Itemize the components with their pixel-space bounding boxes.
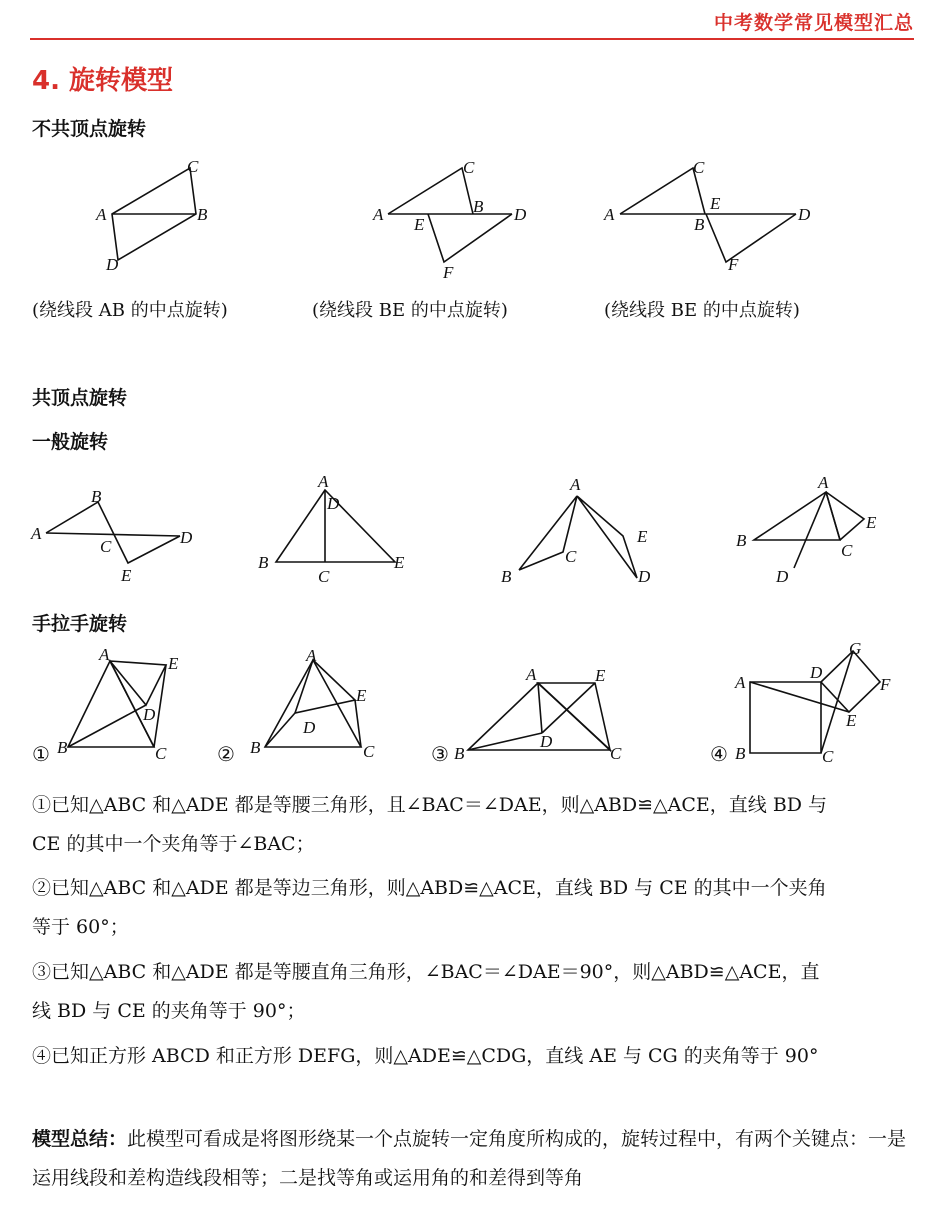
svg-text:A: A bbox=[526, 665, 537, 684]
header-title: 中考数学常见模型汇总 bbox=[713, 12, 914, 34]
statement-1 bbox=[32, 786, 912, 864]
svg-text:F: F bbox=[728, 255, 739, 274]
svg-text:D: D bbox=[798, 205, 811, 224]
statement-3-line-1: ③已知△ABC 和△ADE 都是等腰直角三角形，∠BAC＝∠DAE＝90°，则△ABD≌△ACE，直 bbox=[32, 961, 820, 983]
statement-1-line-2: CE 的其中一个夹角等于∠BAC； bbox=[32, 833, 315, 855]
svg-text:C: C bbox=[363, 742, 375, 761]
statement-1-line-1: ①已知△ABC 和△ADE 都是等腰三角形，且∠BAC＝∠DAE，则△ABD≌△ACE，直线 BD 与 bbox=[32, 794, 828, 816]
header-divider bbox=[30, 38, 914, 40]
svg-text:E: E bbox=[394, 553, 405, 572]
svg-text:D: D bbox=[514, 205, 527, 224]
svg-text:B: B bbox=[57, 738, 68, 757]
hand-label-1: ① bbox=[32, 742, 50, 766]
svg-text:A: A bbox=[99, 645, 110, 664]
svg-text:C: C bbox=[155, 744, 167, 763]
summary-label: 模型总结： bbox=[32, 1128, 128, 1150]
figure-rotate-ab-midpoint bbox=[90, 150, 230, 280]
subsection-general-rotation: 一般旋转 bbox=[32, 431, 109, 453]
svg-text:D: D bbox=[106, 255, 119, 274]
figure-general-rotation-1 bbox=[30, 480, 210, 590]
statement-4 bbox=[32, 1037, 912, 1076]
subsection-non-common-vertex: 不共顶点旋转 bbox=[32, 118, 147, 140]
svg-text:A: A bbox=[306, 646, 317, 665]
svg-text:B: B bbox=[454, 744, 465, 763]
figure-rotate-be-midpoint-2 bbox=[600, 150, 820, 280]
svg-text:C: C bbox=[822, 747, 834, 766]
svg-text:D: D bbox=[810, 663, 823, 682]
subsection-hand-in-hand: 手拉手旋转 bbox=[32, 613, 128, 635]
hand-label-2: ② bbox=[217, 742, 235, 766]
figure-rotate-be-midpoint-1 bbox=[370, 150, 540, 280]
svg-text:C: C bbox=[565, 547, 577, 566]
svg-text:C: C bbox=[693, 158, 705, 177]
svg-text:D: D bbox=[303, 718, 316, 737]
statement-2-line-1: ②已知△ABC 和△ADE 都是等边三角形，则△ABD≌△ACE，直线 BD 与 CE 的其中一个夹角 bbox=[32, 877, 827, 899]
statement-2-line-2: 等于 60°； bbox=[32, 916, 129, 938]
svg-text:D: D bbox=[638, 567, 651, 586]
svg-text:C: C bbox=[841, 541, 853, 560]
svg-text:C: C bbox=[187, 157, 199, 176]
svg-text:A: A bbox=[318, 472, 329, 491]
svg-text:C: C bbox=[610, 744, 622, 763]
svg-text:F: F bbox=[443, 263, 454, 282]
model-summary bbox=[32, 1120, 916, 1198]
svg-text:C: C bbox=[318, 567, 330, 586]
svg-text:E: E bbox=[356, 686, 367, 705]
figure-hand-in-hand-squares bbox=[730, 640, 910, 770]
svg-text:B: B bbox=[501, 567, 512, 586]
svg-text:B: B bbox=[473, 197, 484, 216]
statement-3 bbox=[32, 953, 912, 1031]
caption-fig3: (绕线段 BE 的中点旋转) bbox=[604, 300, 800, 321]
summary-text: 此模型可看成是将图形绕某一个点旋转一定角度所构成的，旋转过程中，有两个关键点：一是运用线段和差构造线段相等；二是找等角或运用角的和差得到等角 bbox=[32, 1128, 907, 1189]
svg-text:C: C bbox=[463, 158, 475, 177]
svg-text:A: A bbox=[373, 205, 384, 224]
svg-text:D: D bbox=[540, 732, 553, 751]
svg-text:D: D bbox=[776, 567, 789, 586]
caption-fig2: (绕线段 BE 的中点旋转) bbox=[312, 300, 508, 321]
svg-text:B: B bbox=[197, 205, 208, 224]
svg-text:E: E bbox=[637, 527, 648, 546]
svg-text:E: E bbox=[595, 666, 606, 685]
svg-text:B: B bbox=[250, 738, 261, 757]
svg-text:A: A bbox=[818, 473, 829, 492]
figure-general-rotation-2 bbox=[255, 472, 425, 592]
svg-text:E: E bbox=[168, 654, 179, 673]
svg-text:B: B bbox=[258, 553, 269, 572]
subsection-common-vertex: 共顶点旋转 bbox=[32, 387, 128, 409]
svg-text:B: B bbox=[91, 487, 102, 506]
svg-text:A: A bbox=[31, 524, 42, 543]
svg-text:D: D bbox=[327, 494, 340, 513]
svg-text:D: D bbox=[180, 528, 193, 547]
svg-text:A: A bbox=[96, 205, 107, 224]
svg-text:E: E bbox=[121, 566, 132, 585]
figure-hand-in-hand-isosceles bbox=[55, 645, 205, 770]
statement-2 bbox=[32, 869, 912, 947]
section-title: 4. 旋转模型 bbox=[32, 66, 174, 96]
svg-text:E: E bbox=[414, 215, 425, 234]
svg-text:A: A bbox=[570, 475, 581, 494]
svg-text:B: B bbox=[694, 215, 705, 234]
statement-4-line-1: ④已知正方形 ABCD 和正方形 DEFG，则△ADE≌△CDG，直线 AE 与 CG 的夹角等于 90° bbox=[32, 1045, 819, 1067]
statement-3-line-2: 线 BD 与 CE 的夹角等于 90°； bbox=[32, 1000, 306, 1022]
figure-general-rotation-4 bbox=[730, 470, 900, 590]
svg-text:E: E bbox=[866, 513, 877, 532]
svg-text:B: B bbox=[736, 531, 747, 550]
svg-text:E: E bbox=[710, 194, 721, 213]
svg-text:A: A bbox=[604, 205, 615, 224]
svg-text:F: F bbox=[880, 675, 891, 694]
svg-text:B: B bbox=[735, 744, 746, 763]
svg-text:C: C bbox=[100, 537, 112, 556]
svg-text:A: A bbox=[735, 673, 746, 692]
svg-text:E: E bbox=[846, 711, 857, 730]
figure-general-rotation-3 bbox=[495, 470, 675, 590]
caption-fig1: (绕线段 AB 的中点旋转) bbox=[32, 300, 228, 321]
figure-hand-in-hand-equilateral bbox=[245, 645, 395, 770]
hand-label-3: ③ bbox=[431, 742, 449, 766]
svg-text:D: D bbox=[143, 705, 156, 724]
hand-label-4: ④ bbox=[710, 742, 728, 766]
svg-text:G: G bbox=[849, 639, 862, 658]
figure-hand-in-hand-right-isosceles bbox=[450, 655, 630, 770]
